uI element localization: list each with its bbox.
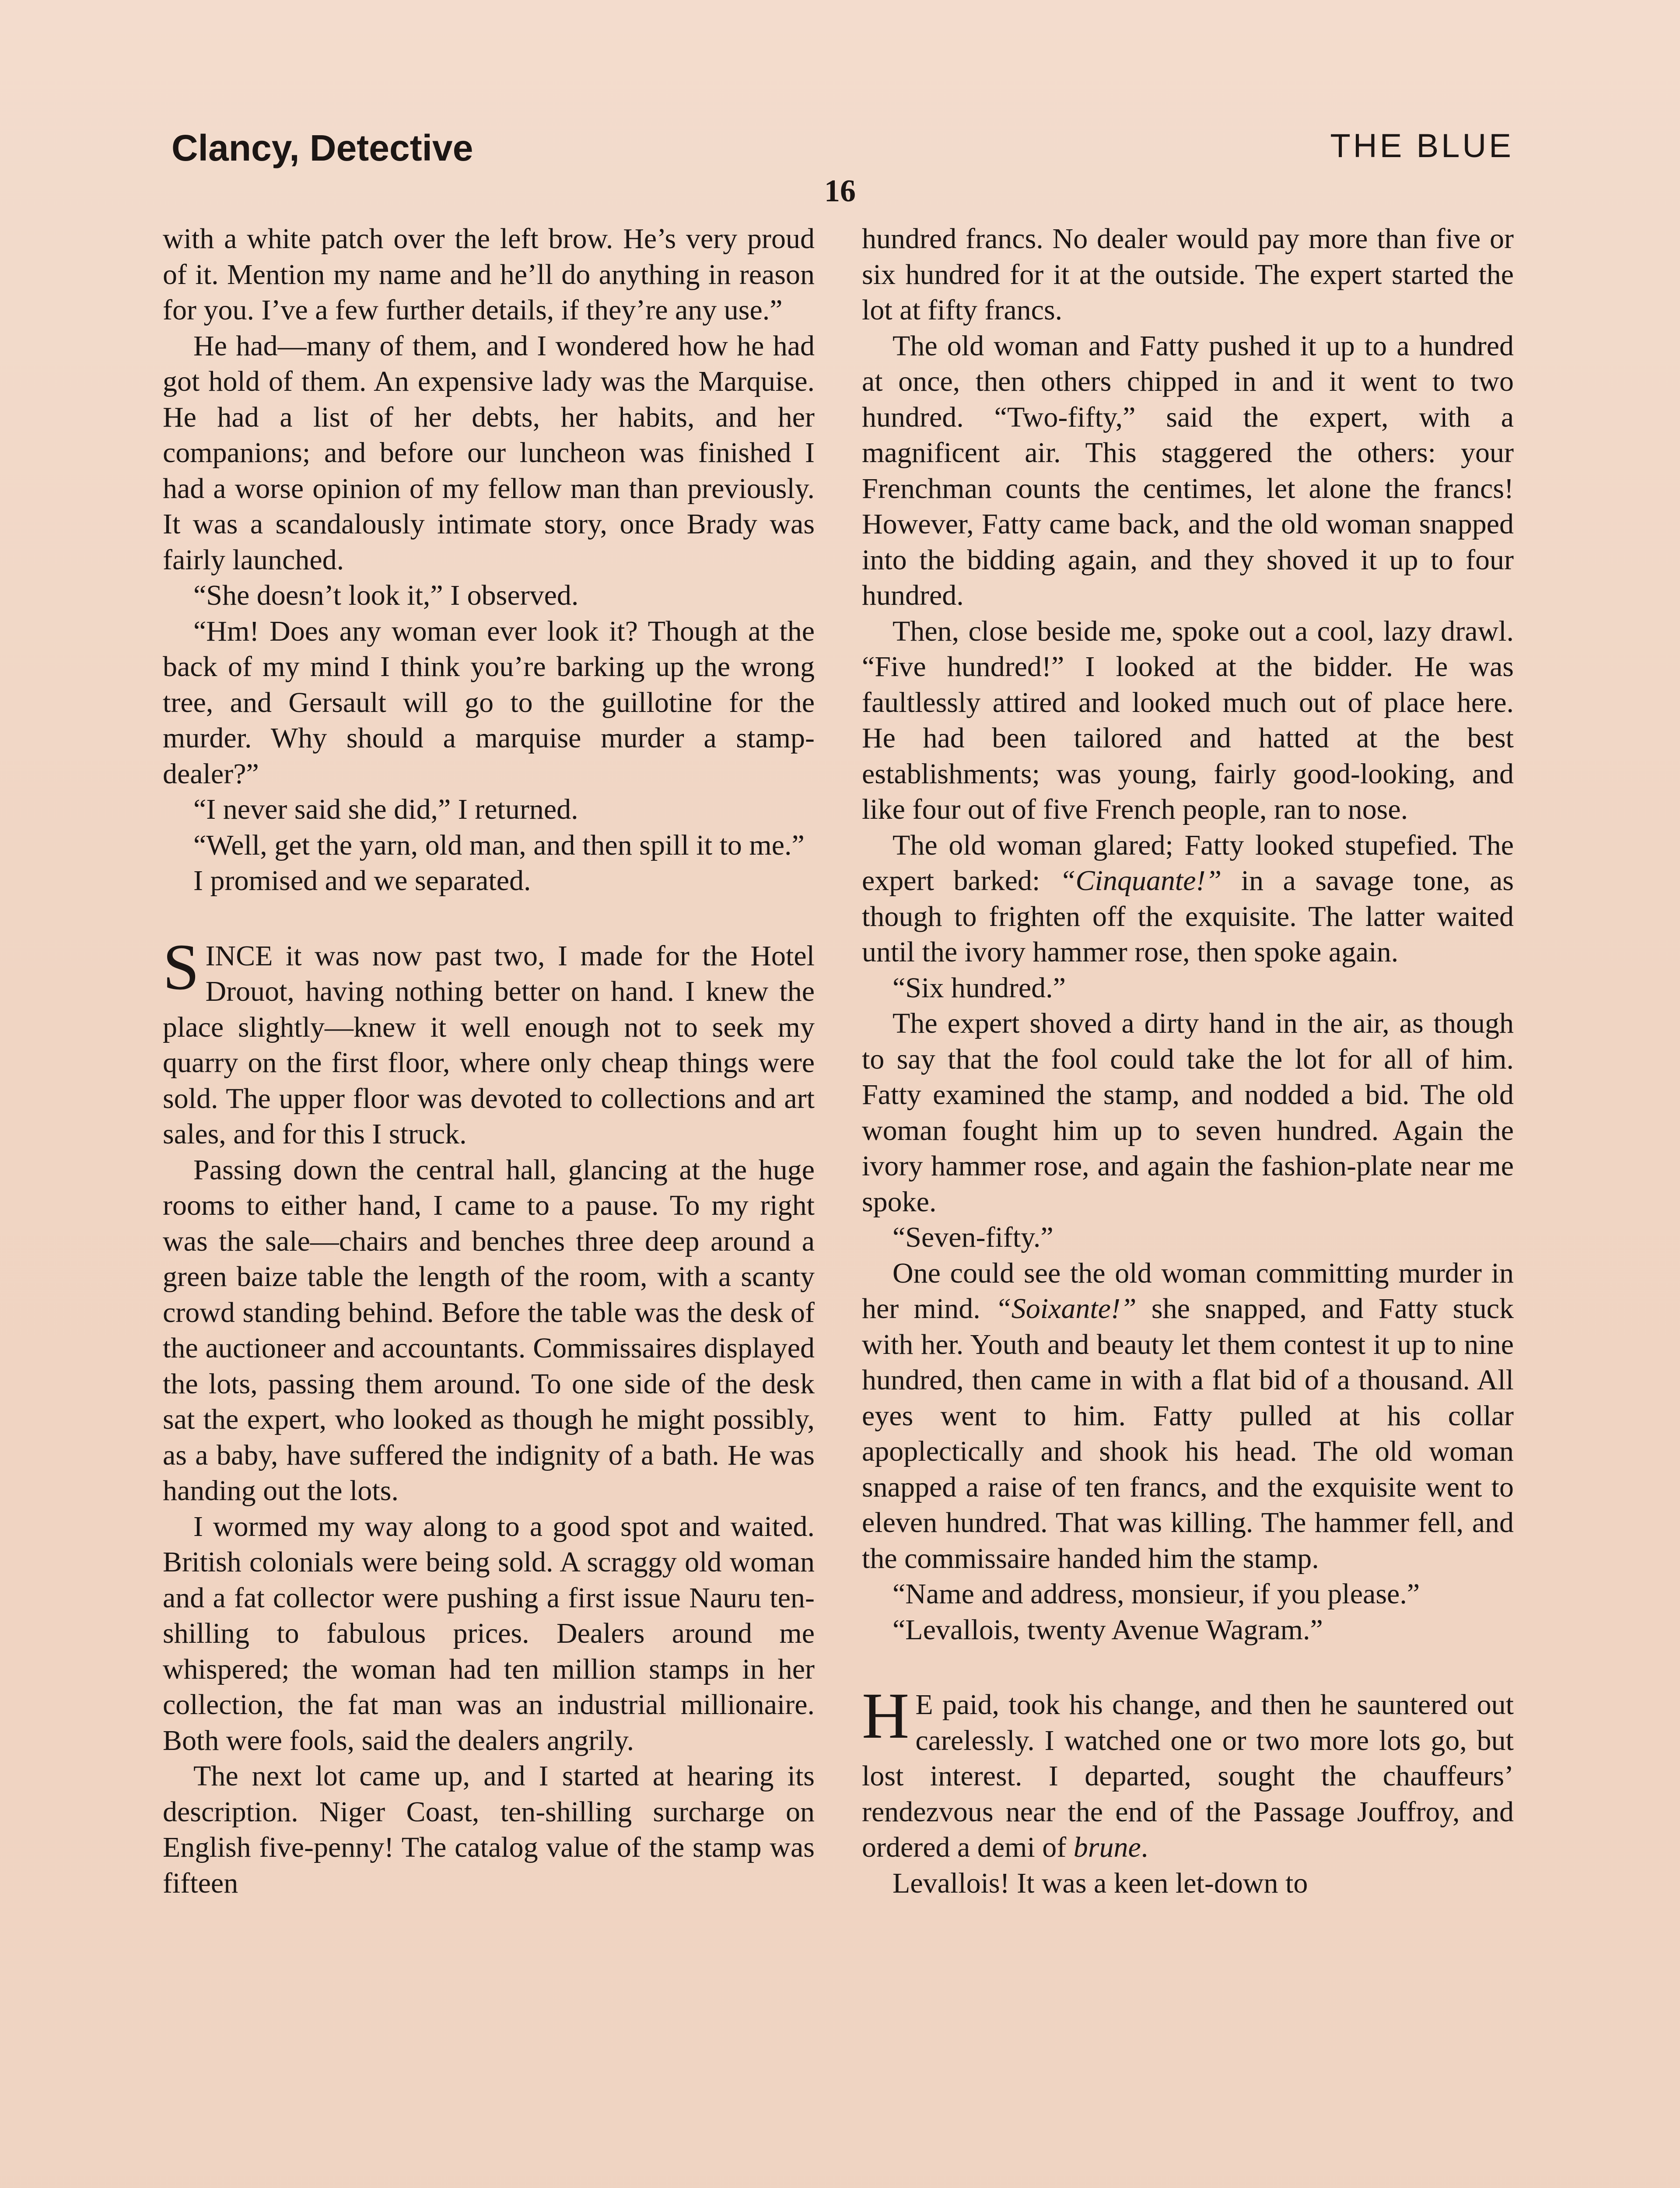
running-header	[172, 127, 1514, 175]
paragraph: “Hm! Does any woman ever look it? Though at the back of my mind I think you’re barking up the wrong tree, and Gersault will go to the guillotine for the murder. Why should a marquise murder a stamp-dealer?”	[163, 615, 815, 790]
paragraph-text: .	[1141, 1831, 1148, 1863]
paragraph-text: INCE it was now past two, I made for the Hotel Drouot, having nothing better on hand. I knew the place slightly—knew it well enough not to seek my quarry on the first floor, where only cheap things were sold. The upper floor was devoted to collections and art sales, and for this I struck.	[163, 940, 815, 1150]
drop-cap: H	[862, 1680, 910, 1752]
paragraph: with a white patch over the left brow. He’s very proud of it. Mention my name and he’ll do anything in reason for you. I’ve a few further details, if they’re any use.”	[163, 223, 815, 326]
paragraph: I wormed my way along to a good spot and waited. British colonials were being sold. A scraggy old woman and a fat collector were pushing a first issue Nauru ten-shilling to fabulous prices. Dealers around me whispered; the woman had ten million stamps in her collection, the fat man was an industrial millionaire. Both were fools, said the dealers angrily.	[163, 1510, 815, 1757]
paragraph: The next lot came up, and I started at hearing its description. Niger Coast, ten-shilling surcharge on English five-penny! The catalog value of the stamp was fifteen	[163, 1760, 815, 1899]
section-paragraph	[163, 930, 815, 1152]
italic-text: “Soixante!”	[995, 1293, 1137, 1325]
left-column	[163, 221, 815, 1901]
paragraph: Then, close beside me, spoke out a cool, lazy drawl. “Five hundred!” I looked at the bidder. He was faultlessly attired and looked much out of place here. He had been tailored and hatted at the best establishments; was young, fairly good-looking, and like four out of five French people, ran to nose.	[862, 615, 1514, 825]
italic-text: “Cinquante!”	[1059, 865, 1222, 897]
paragraph: I promised and we separated.	[193, 865, 531, 897]
paragraph	[862, 828, 1514, 970]
paragraph: “She doesn’t look it,” I observed.	[193, 579, 579, 611]
story-title: Clancy, Detective	[172, 127, 473, 168]
drop-cap: S	[163, 930, 200, 1003]
paragraph: Passing down the central hall, glancing at the huge rooms to either hand, I came to a pause. To my right was the sale—chairs and benches three deep around a green baize table the length of the room, with a scanty crowd standing behind. Before the table was the desk of the auctioneer and accountants. Commissaires displayed the lots, passing them around. To one side of the desk sat the expert, who looked as though he might possibly, as a baby, have suffered the indignity of a bath. He was handing out the lots.	[163, 1154, 815, 1507]
magazine-title: THE BLUE	[1330, 127, 1514, 165]
paragraph: The old woman and Fatty pushed it up to a hundred at once, then others chipped in and it went to two hundred. “Two-fifty,” said the expert, with a magnificent air. This staggered the others: your Frenchman counts the centimes, let alone the francs! However, Fatty came back, and the old woman snapped into the bidding again, and they shoved it up to four hundred.	[862, 330, 1514, 611]
paragraph	[862, 1255, 1514, 1577]
paragraph: hundred francs. No dealer would pay more than five or six hundred for it at the outside. The expert started the lot at fifty francs.	[862, 223, 1514, 326]
paragraph: Levallois! It was a keen let-down to	[892, 1867, 1308, 1899]
paragraph: “Six hundred.”	[892, 971, 1066, 1004]
paragraph-text: in a savage tone, as though to frighten off the exquisite. The latter waited until the ivory hammer rose, then spoke again.	[862, 865, 1514, 968]
paragraph: “I never said she did,” I returned.	[193, 793, 578, 825]
page-number: 16	[824, 173, 856, 208]
paragraph: “Seven-fifty.”	[892, 1221, 1054, 1253]
paragraph-text: E paid, took his change, and then he sauntered out carelessly. I watched one or two more lots go, but lost interest. I departed, sought the chauffeurs’ rendezvous near the end of the Passage Jouffroy, and ordered a demi of	[862, 1689, 1514, 1863]
paragraph: “Levallois, twenty Avenue Wagram.”	[892, 1613, 1323, 1646]
paragraph-text: she snapped, and Fatty stuck with her. Youth and beauty let them contest it up to nine hundred, then came in with a flat bid of a thousand. All eyes went to him. Fatty pulled at his collar apoplectically and shook his head. The old woman snapped a raise of ten francs, and the exquisite went to eleven hundred. That was killing. The hammer fell, and the commissaire handed him the stamp.	[862, 1293, 1514, 1574]
paragraph: He had—many of them, and I wondered how he had got hold of them. An expensive lady was the Marquise. He had a list of her debts, her habits, and her companions; and before our luncheon was finished I had a worse opinion of my fellow man than previously. It was a scandalously intimate story, once Brady was fairly launched.	[163, 330, 815, 576]
italic-text: brune	[1073, 1831, 1141, 1863]
paragraph: “Name and address, monsieur, if you please.”	[892, 1578, 1420, 1610]
paragraph-text: The old woman glared; Fatty looked stupefied. The expert barked:	[862, 829, 1514, 897]
paragraph: The expert shoved a dirty hand in the air, as though to say that the fool could take the lot for all of him. Fatty examined the stamp, and nodded a bid. The old woman fought him up to seven hundred. Again the ivory hammer rose, and again the fashion-plate near me spoke.	[862, 1007, 1514, 1218]
paragraph-text: One could see the old woman committing murder in her mind.	[862, 1257, 1514, 1325]
section-paragraph	[862, 1680, 1514, 1865]
paragraph: “Well, get the yarn, old man, and then spill it to me.”	[193, 829, 805, 861]
right-column	[862, 221, 1514, 1901]
